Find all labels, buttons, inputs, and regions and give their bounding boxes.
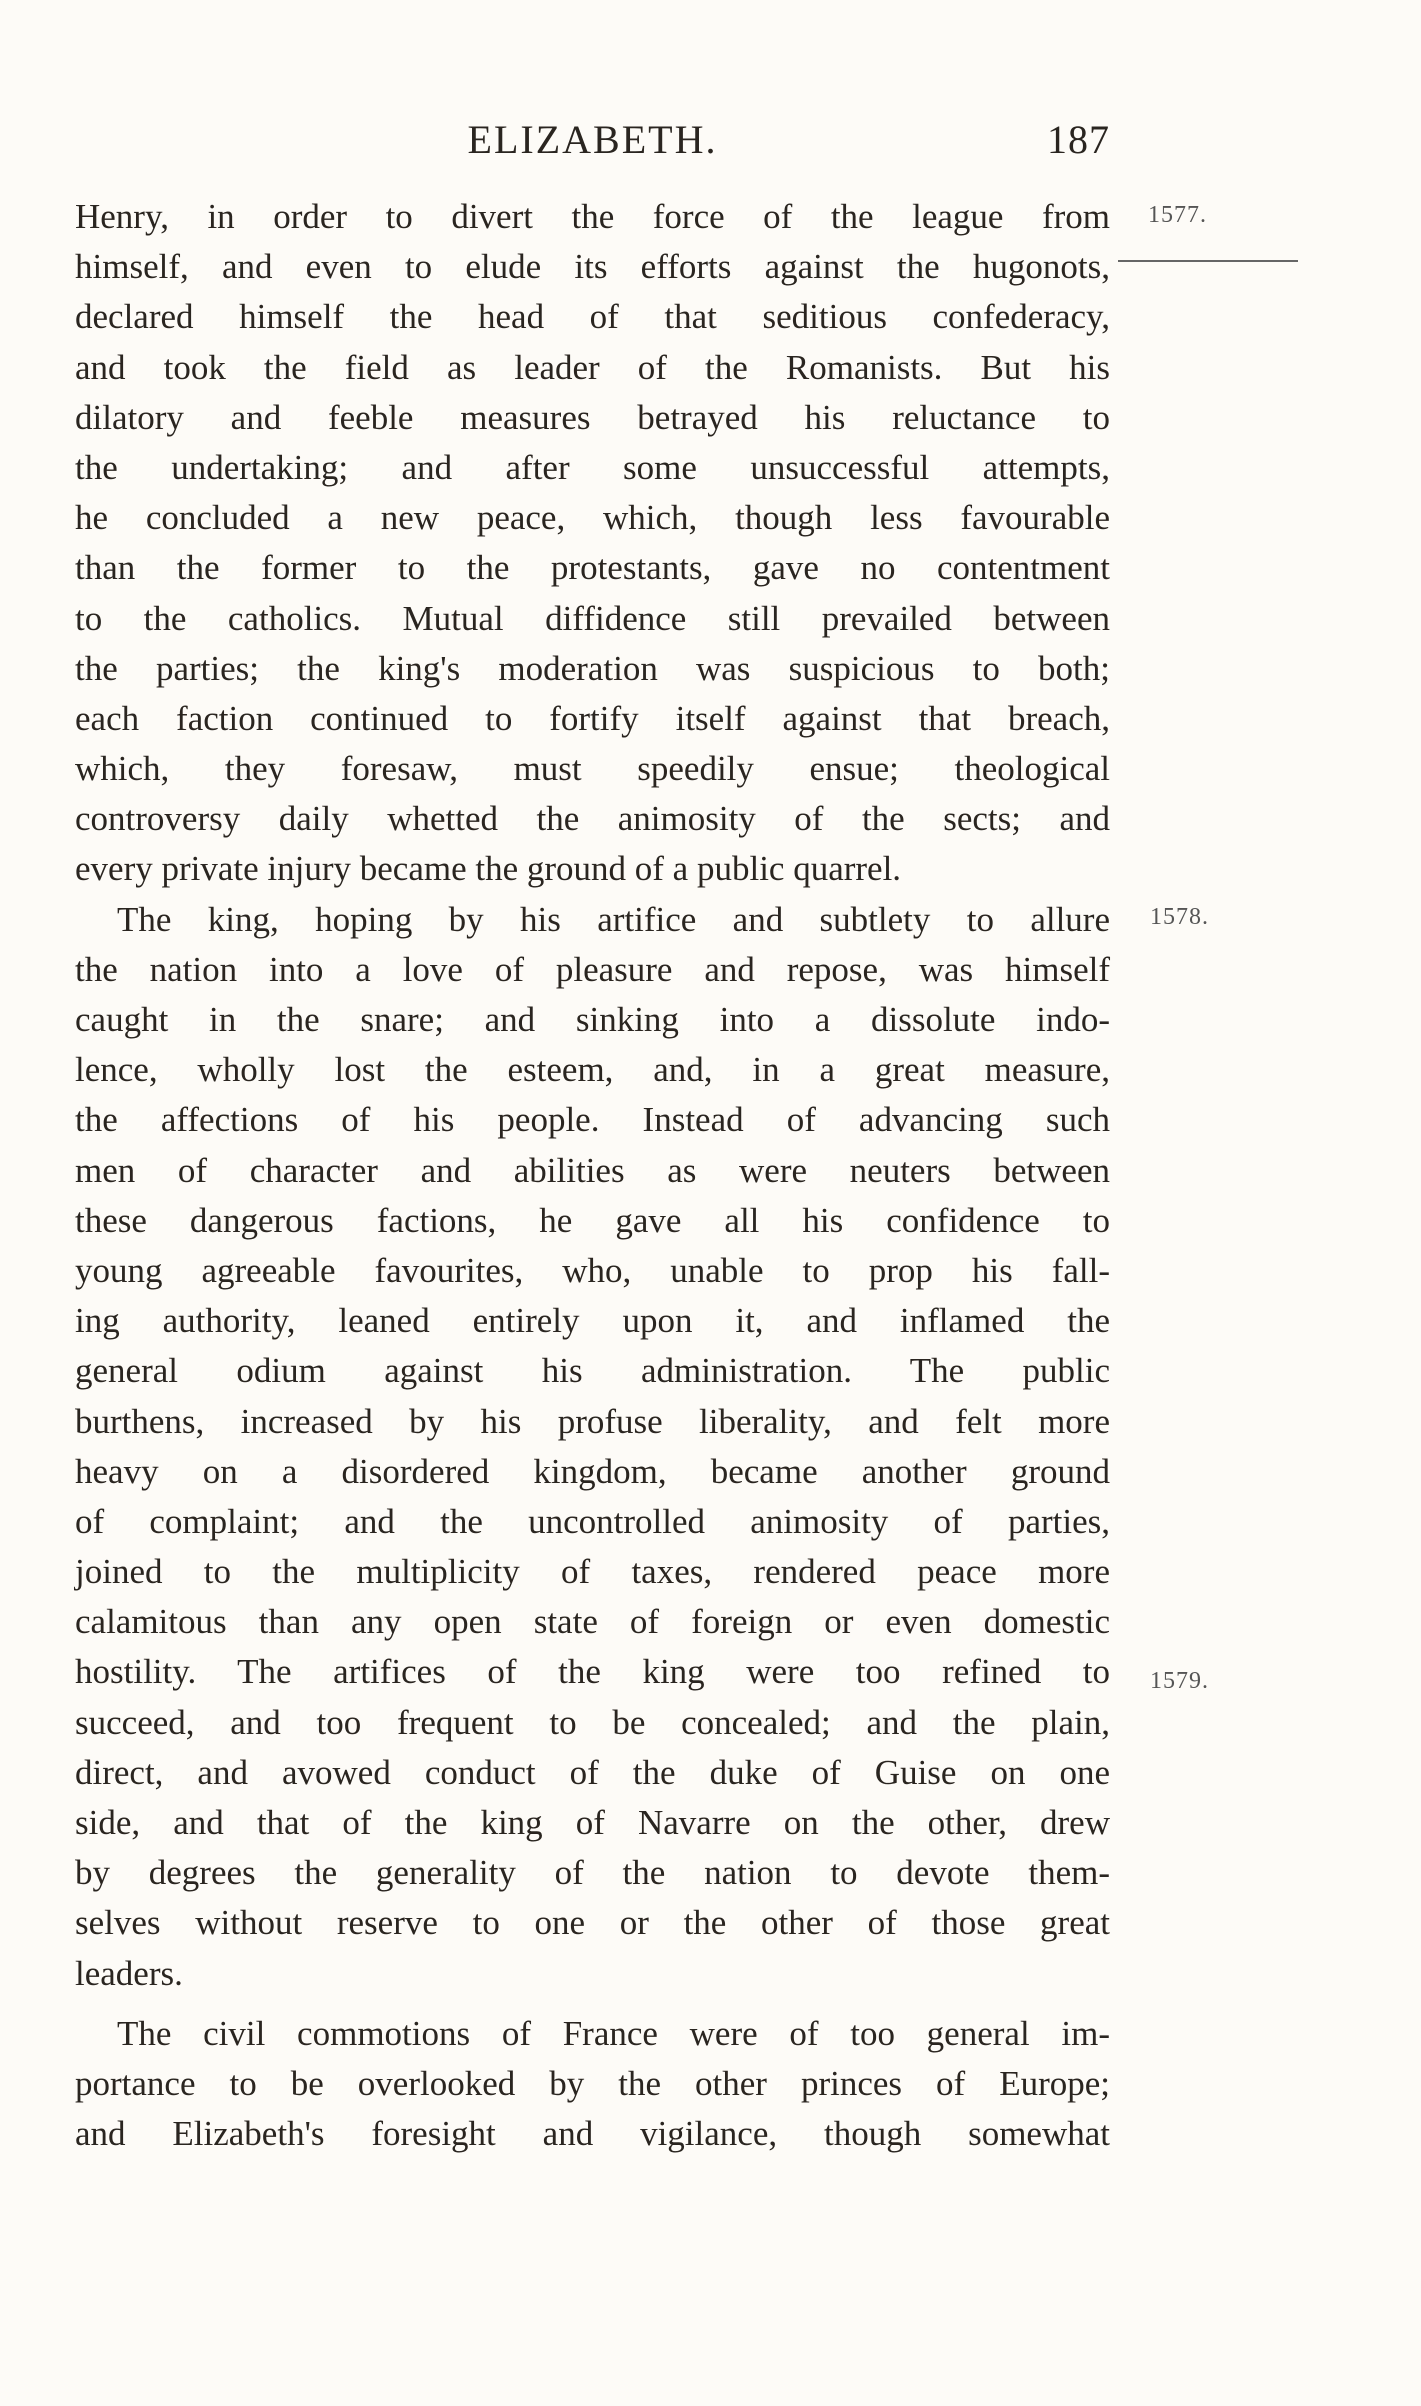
text-line: the undertaking; and after some unsuccessful attempts,: [75, 447, 1110, 487]
text-line: hostility. The artifices of the king were too refined to: [75, 1652, 1110, 1692]
margin-note-1579: 1579.: [1150, 1668, 1209, 1694]
text-line: these dangerous factions, he gave all his confidence to: [75, 1200, 1110, 1240]
text-line: young agreeable favourites, who, unable to prop his fall-: [75, 1250, 1110, 1290]
running-head: [75, 112, 1110, 172]
text-line: dilatory and feeble measures betrayed his reluctance to: [75, 397, 1110, 437]
body-text: [75, 192, 1110, 2159]
text-line: caught in the snare; and sinking into a dissolute indo-: [75, 1000, 1110, 1039]
text-line: ing authority, leaned entirely upon it, and inflamed the: [75, 1301, 1110, 1341]
text-line: declared himself the head of that seditious confederacy,: [75, 297, 1110, 337]
text-line: joined to the multiplicity of taxes, rendered peace more: [75, 1552, 1110, 1592]
text-line: portance to be overlooked by the other princes of Europe;: [75, 2063, 1110, 2103]
text-line: leaders.: [75, 1953, 183, 1993]
text-line: succeed, and too frequent to be concealed; and the plain,: [75, 1702, 1110, 1742]
paragraph-1: [75, 192, 1110, 895]
text-line: burthens, increased by his profuse liberality, and felt more: [75, 1401, 1110, 1441]
text-line: controversy daily whetted the animosity of the sects; and: [75, 799, 1110, 839]
margin-note-1578: 1578.: [1150, 904, 1209, 930]
margin-rule: [1118, 260, 1298, 262]
text-line: the nation into a love of pleasure and repose, was himself: [75, 949, 1110, 989]
text-line: heavy on a disordered kingdom, became another ground: [75, 1451, 1110, 1491]
page-number: 187: [1047, 117, 1110, 162]
text-line: selves without reserve to one or the other of those great: [75, 1903, 1110, 1943]
text-line: the affections of his people. Instead of advancing such: [75, 1100, 1110, 1140]
text-line: which, they foresaw, must speedily ensue; theological: [75, 749, 1110, 789]
text-line: calamitous than any open state of foreign or even domestic: [75, 1602, 1110, 1642]
text-line: by degrees the generality of the nation to devote them-: [75, 1853, 1110, 1893]
text-line: of complaint; and the uncontrolled animosity of parties,: [75, 1501, 1110, 1541]
text-line: side, and that of the king of Navarre on the other, drew: [75, 1803, 1110, 1842]
text-line: each faction continued to fortify itself against that breach,: [75, 698, 1110, 738]
text-line: direct, and avowed conduct of the duke of Guise on one: [75, 1752, 1110, 1792]
text-line: lence, wholly lost the esteem, and, in a great measure,: [75, 1050, 1110, 1090]
paragraph-3: [75, 2009, 1110, 2160]
text-line: to the catholics. Mutual diffidence still prevailed between: [75, 598, 1110, 638]
text-line: Henry, in order to divert the force of the league from: [75, 197, 1110, 236]
text-line: men of character and abilities as were neuters between: [75, 1150, 1110, 1190]
paragraph-gap: [75, 1999, 1110, 2009]
text-line: than the former to the protestants, gave no contentment: [75, 548, 1110, 588]
text-line: general odium against his administration. The public: [75, 1351, 1110, 1391]
text-line: the parties; the king's moderation was suspicious to both;: [75, 648, 1110, 688]
text-line: The civil commotions of France were of too general im-: [117, 2013, 1110, 2053]
text-line: The king, hoping by his artifice and subtlety to allure: [117, 899, 1110, 939]
margin-note-1577: 1577.: [1148, 202, 1207, 228]
running-title: ELIZABETH.: [467, 117, 718, 162]
text-line: himself, and even to elude its efforts against the hugonots,: [75, 247, 1110, 287]
text-line: and took the field as leader of the Romanists. But his: [75, 347, 1110, 387]
text-line: he concluded a new peace, which, though less favourable: [75, 498, 1110, 538]
text-line: and Elizabeth's foresight and vigilance, though somewhat: [75, 2114, 1110, 2154]
paragraph-2: [75, 895, 1110, 1999]
text-line: every private injury became the ground of a public quarrel.: [75, 849, 902, 889]
